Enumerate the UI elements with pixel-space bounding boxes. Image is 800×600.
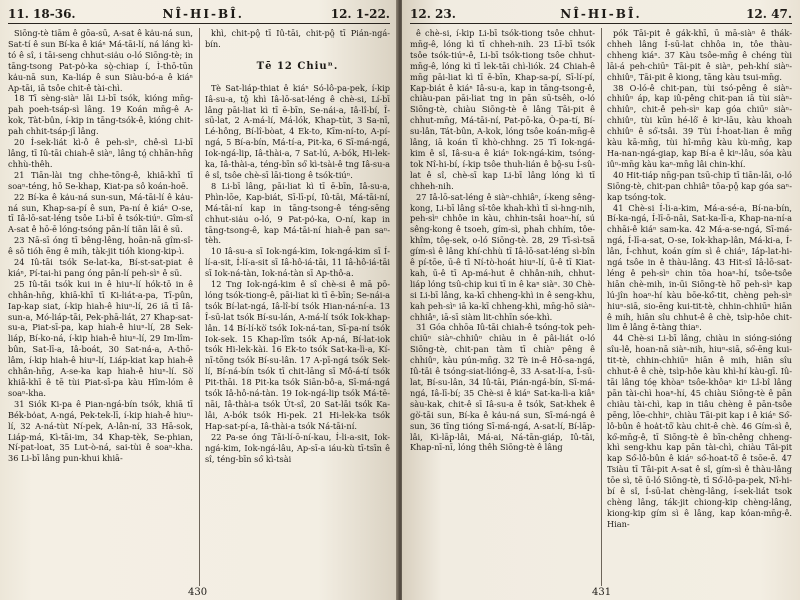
paragraph: 27 Iâ-lō-sat-léng ê siàⁿ-chhiâⁿ, í-keng sêng-kong, Li-bī lâng sî-tôe khah-khì tī sì-hng-nih, peh-sìⁿ chhôe in kàu, chhin-tsâi hoaⁿ-hí, sú sêng-kong ê tsoeh, gím-sì, phah chhím, tôe-khîm, tôe̤-sek, o-ló Siōng-tè. 28, 29 Tī-sì-tsā gím-sì ê lâng khí-chhù tī Iâ-lō-sat-léng sì-bîn ê pí-tōe, ū-ê tī Ní-tò-hoát hiuⁿ-lí, ū-ê tī Kiat-kah, ū-ê tī Ap-má-hut ê chhân-nih, chhut-liáp lóng tsû-chip kui tī in ê kaⁿ siàⁿ. 30 Chè-si Li-bī lâng, ka-kī chheng-khì in ê seng-khu, kah peh-sìⁿ iā ka-kī chheng-khì, mn̄g-hō siàⁿ-chhiâⁿ, iā-sī siàm lit-chhīn sóe-khì. [410,191,595,322]
paragraph: 24 Iû-tāi tsók Se-lat-ka, Bí-st-sat-piat ê kiáⁿ, Pí-tai-hi pang óng pān-lí peh-sìⁿ ê sū. [8,257,193,278]
paragraph: 22 Pa-se óng Tāi-lí-ō-ní-kau, Í-li-a-sit, Iok-ngá-kim, Iok-ngá-lâu, Ap-sī-a iáu-kù tī-tsīn ê sî, téng-bīn só͘ kì-tsài [205,431,390,464]
left-page [0,0,398,600]
right-header-ref-start: 12. 23. [410,6,456,21]
paragraph: 12 Tng Iok-ngá-kim ê sî chè-si ê mā pō-lóng tsók-tiong-ê, pāi-liat kì tī ē-bīn; Se-nái-a tsók Bí-lat-ngá, Iâ-lî-bí tsók Hian-ná-ní-a. 13 Î-sū-lat tsók Bí-su-lán, A-má-lí tsók Iok-khap-lân. 14 Bí-lí-kò͘ tsók Iok-ná-tan, Sī-pa-ní tsók Iok-sek. 15 Khap-lîm tsók Ap-ná, Bí-lat-iok tsók Hi-lek-kài. 16 Ek-to tsók Sat-ka-lì-a, Kí-nī-tōng tsók Bí-su-lân. 17 A-pī-ngá tsók Sek-lí, Bí-ná-bín tsók tī chit-lāng sī Mô-á-tí tsók Pit-thāi. 18 Pit-ka tsók Siān-bô-a, Sī-má-ngá tsók Iâ-hô-ná-tàn. 19 Iok-ngá-lip tsók Má-tē-nāi, Iâ-thài-a tsók Út-sî, 20 Sat-lāi tsók Ka-lâi, A-bók tsók Hi-pek. 21 Hi-lek-ka tsók Hap-sat-pí-a, Iâ-thài-a tsók Ná-tāi-ní. [205,279,390,431]
right-page [402,0,800,600]
paragraph: 41 Chè-si Í-li-a-kim, Má-a-sé-a, Bí-na-bín, Bí-ka-ngá, Í-lī-ō-nāi, Sat-ka-lī-a, Khap-na-ní-a chhāi-ê kiáⁿ sam-ka. 42 Má-a-se-ngá, Sī-má-ngá, Í-lī-a-sat, O-se, Iok-khap-lân, Má-ki-a, Í-lân, Í-chhut, koán gím sì ê chiáⁿ, Iáp-lat-hi-ngá tsôe in ê thàu-lâng. 43 Hit-sî Iâ-lō-sat-léng ê peh-sìⁿ chin tōa hoaⁿ-hí, tsôe-tsôe hiān chè-mih, in-ūi Siōng-tè hō͘ peh-sìⁿ kap lú-jîn hoaⁿ-hí kàu bōe-kó͘-tit, chèng peh-sìⁿ hiuⁿ-siā, sio-ēng kui-tit-tè, chhin-chhiūⁿ hiān ê mih, hiān sîu chhut-ê ê chè, tsìp-hôe chit-lim ê lâng ē-tàng thiaⁿ. [607,202,792,333]
paragraph: pók Tāi-pit ê gák-khī, ū mā-siàⁿ ê thák-chheh lâng Í-sū-lat chhôa in, tôe thàu-chheng kiáⁿ. 37 Kàu tsôe-mn̄g ê chéng tùi lāi-á peh-chiūⁿ Tāi-pit ê siàⁿ, peh-khí siàⁿ-chhiûⁿ, Tāi-pit ê kiong, tāng kàu tsui-mn̄g. [607,28,792,82]
right-page-columns [410,28,792,586]
paragraph: 21 Tiān-lài tng chhe-tōng-ê, khiā-khī tī soaⁿ-téng, hō Se-khap, Kiat-pa sô koán-hoē. [8,169,193,191]
left-header-title: NÎ-HI-BÎ. [162,6,244,21]
paragraph: 38 O-ló-ê chit-pan, tùi tsó-pêng ê siàⁿ-chhiûⁿ áp, kap iû-pêng chit-pan iā tùi siàⁿ-chhiûⁿ, chit-ê peh-sìⁿ kap góa chiūⁿ siàⁿ-chhiûⁿ, tùi kūn hé-lô͘ ê kiⁿ-lāu, kàu khoah chhiûⁿ ê só͘-tsâi. 39 Tùi Í-hoat-lian ê mn̄g kàu kā-mn̄g, tùi hî-mn̄g kàu kù-mn̄g, kap Ha-nan-ngá-giap, kap Bí-a ê kiⁿ-lâu, sóa kàu iûⁿ-mn̄g kàu kaⁿ-mn̄g lâi chin-khí. [607,82,792,169]
right-column-1 [410,28,595,586]
paragraph: 18 Tī sèng-siàⁿ lāi Li-bī tsók, kióng mn̄g-pah poeh-tsáp-sì lâng. 19 Koán mn̄g-ê A-kok, Tàt-bûn, í-kip in tāng-tsók-ê, kióng chit-pah chhit-tsáp-jī lâng. [8,93,193,137]
left-page-number: 430 [188,587,208,598]
paragraph: ê chè-si, í-kip Li-bī tsók-tiong tsôe chhut-mn̄g-ê, lóng kì tī chheh-nih. 23 Lī-bī tsók tsôe tsók-tiúⁿ-ê, Li-bī tsók-tiong tsôe chhut-mn̄g-ê, lóng kì tī lek-tāi chì-liók. 24 Chiah-ê mn̄g pāi-liat kì tī ē-bīn, Khap-sa-pí, Sī-lí-pí, Kap-biát ê kiáⁿ Iâ-su-a, kap in tāng-tsong-ê, chiàu-pan pāi-liat tng in pān sū-tsêh, o-ló Siōng-tè, chiàu Siōng-tè ê lâng Tāi-pit ê chhut-mn̄g, Má-tāi-ní, Pat-pō-ka, Ò-pa-tí, Bí-su-lân, Tát-bûn, A-kok, lóng tsôe koán-mn̄g-ê lâng, iā koán tī khò-chhng. 25 Tī Iok-ngá-kim ê sî, Iâ-su-a ê kiáⁿ Iok-ngá-kim, tsóng-tok Nî-hi-bí, í-kip tsôe thuh-lián ê bô̤-su Í-sû-lat ê sî, chè-sī kap Li-bī lâng lóng kì tī chheh-nih. [410,28,595,191]
paragraph: 20 Í-sek-liát kì-ô ê peh-sìⁿ, chê-sì Li-bī lâng, tī Iû-tāi chiah-ê siàⁿ, lâng tó̤ chhān-hn̄g chhù-thêh. [8,137,193,169]
right-header-ref-end: 12. 47. [746,6,792,21]
paragraph: 31 Góa chhōa Iû-tāi chiah-ê tsóng-tok peh-chiūⁿ siàⁿ-chhiûⁿ chiàu in ê pâi-liát o-ló Siōng-tè, chit-pan tàm tī chiàⁿ pêng ê chhiûⁿ, kàu pún-mn̄g. 32 Tè in-ê Hô-sa-ngá, Iû-tāi ê tsóng-siat-lióng-ê, 33 A-sat-lí-a, Í-sū-lat, Bí-su-lân, 34 Iû-tāi, Pián-ngá-bín, Sī-má-ngá, Iâ-lī-bí; 35 Chè-si ê kiáⁿ Sat-ka-lì-a kiâⁿ sàu-kak, chit-ê sī Iâ-su-a ê tsók, Sat-khek ê gò͘-tāi sun, Bí-ka ê ka̍u-ná sun, Sī-má-ngá ê sun, 36 tīng tióng Sī-má-ngá, A-sat-lí, Bí-lāp-lâi, Kì-lāp-lâi, Má-ai, Ná-tān-giáp, Iû-tāi, Khap-nī-nī, lóng thêh Siōng-tè ê lâng [410,322,595,453]
left-page-columns [8,28,390,586]
paragraph: 31 Siók Ki-pa ê Pian-ngá-bín tsók, khiā tī Bék-bo̍at, A-ngá, Pek-tek-lī, í-kip hiah-ê hiuⁿ-lí, 32 A-ná-tùt Ní-pek, A-lân-ní, 33 Hā-sok, Liáp-má, Kì-tāi-im, 34 Khap-tèk, Se-phian, Ní-pat-loat, 35 Lut-ò-ná, sai-tùi ê soaⁿ-kha. 36 Li-bī lâng pun-khui khiā- [8,398,193,464]
chapter-heading: Tē 12 Chiuⁿ. [256,60,339,72]
left-column-1 [8,28,193,586]
paragraph: Tè Sat-liáp-thiat ê kiáⁿ Só-lô-pa-pek, í-kip Iâ-su-a, tô̤ khì Iâ-lō-sat-léng ê chè-si, Lí-bī lâng pāi-liat kì tī ē-bīn, Se-nái-a, Iâ-lî-bí, Î-sū-lat, 2 A-má-lí, Má-lók, Khap-tùt, 3 Sa-nī, Lé-hông, Bí-lî-bòat, 4 Ek-to, Kīm-ní-to, A-pí-ngá, 5 Bí-a-bín, Má-tí-a, Pit-ka, 6 Sī-má-ngá, Iok-ngá-lip, Iâ-thài-a, 7 Sat-lú, A-bók, Hi-lek-ka, Iâ-thài-a, téng-bīn só͘ kì-tsài-ê tng Iâ-su-a ê sî, tsôe chè-sī lāi-tiong ê tsók-tiúⁿ. [205,82,390,180]
paragraph: 22 Bí-ka ê ka̍u-ná sun-sun, Má-tāi-lí ê ka̍u-ná sun, Khap-sa-pí ê sun, Pa-ní ê kiáⁿ O-se, tī Iâ-lō-sat-léng tsôe Li-bī ê tsók-tiúⁿ. Gîm-sî A-sat ê hō-ē lóng-tsóng pān-lí tiān lāi ê sū. [8,191,193,235]
right-page-header [410,6,792,24]
paragraph: Siōng-tè tiām ê gōa-sū, A-sat ê ka̍u-ná sun, Sat-tí ê sun Bí-ka ê kiáⁿ Má-tāi-lí, ná láng kì-tó ê sî, i tāi-seng chhut-sia̍u o-ló Siōng-tè; in tāng-tsong Pat-po̍-ka sò̤-chiap í, Ì-thō-tūn ka̍u-nā sun, Ka-liáp ê sun Siàu-bó-a ê kiáⁿ Ap-tāi, iā tsôe chit-ê tài-chì. [8,28,193,93]
right-page-number: 431 [592,587,612,598]
left-column-2 [199,28,390,586]
paragraph: 10 Iâ-su-a sī Iok-ngá-kim, Iok-ngá-kim sī Í-lí-a-sit, Í-lí-a-sit sī Iâ-hô-iá-tāi, 11 Iâ-hô-iá-tāi sī Iok-ná-tàn, Iok-ná-tàn sī Ap-thô-a. [205,246,390,279]
paragraph: 8 Li-bī lâng, pāi-liat kì tī ē-bīn, Iâ-su-a, Phìn-lōe, Kap-biát, Sī-lī-pí, Iû-tāi, Má-tāi-ní, Má-tāi-ní kap in tāng-tsong-ê téng-sēng chhut-sia̍u o-ló, 9 Pat-po̍-ka, O-ní, kap in tāng-tsong-ê, kap Má-tāi-ní hiah-ê pan saⁿ-tèh. [205,180,390,246]
paragraph: 25 Iû-tāi tsók kui in ê hiuⁿ-lí hók-tō in ê chhân-hn̄g, khiā-khī tī Ki-liát-a-pa, Tī-pûn, Iap-kap siat, í-kip hiah-ê hiuⁿ-lí, 26 iā tī Iâ-sun-a, Mó-liáp-tāi, Pek-phā-liát, 27 Khap-sat-su-a, Piat-sī-pa, kap hiah-ê hiuⁿ-lí, 28 Sek-liáp, Bí-ko-ná, í-kip hiah-ê hiuⁿ-lí, 29 Im-lîm-bûn, Sat-lī-a, Iâ-boát, 30 Sat-ná-a, A-thō-lâm, í-kip hiah-ê hiuⁿ-lí, Liáp-kiat kap hiah-ê chhân-hn̄g, A-se-ka kap hiah-ê hiuⁿ-lí. Sò͘ khiā-khī ê tē tùi Piat-sī-pa kàu Hîm-lóm ê soaⁿ-kha. [8,278,193,398]
right-column-2 [601,28,792,586]
paragraph: khì, chit-pô̤ tī Iû-tāi, chit-pô̤ tī Pián-ngá-bín. [205,28,390,49]
paragraph: 44 Chè-si Li-bī lâng, chiàu in sióng-sióng sîu-lê, hoan-nā siàⁿ-nih, hiuⁿ-siā, só͘-ēng kui-tit-tè, chhin-chhiūⁿ hiān ê mih, hiān sîu chhut-ê ê chè, tsìp-hôe kàu khì-hí kàu-gī. Iû-tāi lâng tóe̤ khòaⁿ tsôe-khôaⁿ kiⁿ Lî-bî lâng pān tài-chì hoaⁿ-hí, 45 chiàu Siōng-tè ê pān chiàu tài-chì, kap in tiâu chèng ê pān-tsôe pēng, lōe-chhiⁿ, chiàu Tāi-pit kap i ê kiáⁿ Só͘-lô-bûn ê hoa̍t-tō͘ kàu chit-ê chè. 46 Gím-sì ê, kó͘-mn̄g-ê, tī Siōng-tè ê bīn-chêng chheng-khì seng-khu kap pān tài-chì, chiàu Tāi-pit kap Só͘-lô-bûn ê kiáⁿ só͘-hoat-tō͘ ê tsōe-ē. 47 Tsiàu tī Tāi-pit A-sat ê sî, gím-sì ê thàu-lâng tōe sì, tē ū-ló Siōng-tè, tī Só͘-lô-pa-pek, Nî-hi-bí ê sî, Í-sū-lat chèng-lâng, í-sek-liát tsok chèng lâng, ták-jit chiong-kip chèng-lâng, kiong-kip gím sì ê lâng, kap kóan-mn̄g-ê. Hian- [607,333,792,529]
right-header-title: NÎ-HI-BÎ. [560,6,642,21]
left-header-ref-start: 11. 18-36. [8,6,76,21]
left-page-header [8,6,390,24]
paragraph: 23 Nā-sī óng tī bêng-lêng, hoān-nā gîm-sî-ê sō tióh ēng ê mih, tàk-jit tióh kiong-kip-ì. [8,235,193,257]
left-header-ref-end: 12. 1-22. [330,6,390,21]
paragraph: 40 Hit-tiáp nn̄g-pan tsū-chip tī tiān-lāi, o-ló Siōng-tè, chit-pan chhiâⁿ tōa-pô̤ kap góa saⁿ-kap tsóng-tok. [607,169,792,202]
